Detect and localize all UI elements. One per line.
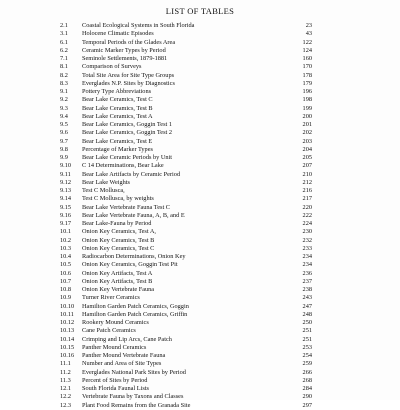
table-title: Bear Lake-Fauna by Period: [82, 220, 152, 227]
table-title: Bear Lake Ceramics, Test C: [82, 96, 153, 104]
table-number: 10.14: [60, 335, 75, 343]
page-number: 254: [302, 352, 312, 359]
list-item: [0, 146, 400, 154]
table-title: Bear Lake Ceramics, Goggin Test 1: [82, 121, 173, 128]
table-number: 10.15: [60, 343, 75, 351]
list-item: [0, 270, 400, 278]
list-item: [0, 212, 400, 220]
table-number: 10.13: [60, 327, 75, 335]
page-number: 224: [302, 220, 312, 227]
list-item: [0, 385, 400, 393]
table-title: Test C Mollusca,: [82, 187, 125, 194]
list-item: [0, 138, 400, 146]
table-number: 9.17: [60, 220, 72, 227]
list-item: [0, 129, 400, 137]
table-number: 11.3: [60, 376, 71, 384]
page-number: 268: [302, 376, 312, 384]
table-number: 9.11: [60, 170, 71, 178]
table-number: 9.12: [60, 178, 72, 186]
page-number: 238: [302, 286, 312, 293]
page-number: 234: [302, 253, 312, 260]
table-number: 9.16: [60, 211, 72, 219]
table-number: 9.2: [60, 96, 68, 104]
table-number: 9.5: [60, 121, 68, 128]
page-number: 170: [302, 63, 312, 71]
list-item: [0, 105, 400, 113]
table-number: 10.4: [60, 253, 72, 260]
table-number: 10.3: [60, 244, 72, 252]
list-item: [0, 63, 400, 71]
table-title: Percent of Sites by Period: [82, 376, 148, 384]
table-title: Comparison of Surveys: [82, 63, 142, 71]
page-number: 233: [302, 244, 312, 252]
list-item: [0, 369, 400, 377]
page-number: 216: [302, 187, 312, 194]
page-number: 201: [302, 121, 312, 128]
table-title: Bear Lake Weights: [82, 178, 130, 186]
table-number: 10.11: [60, 310, 74, 318]
page-number: 23: [305, 22, 312, 29]
page-number: 247: [302, 302, 312, 310]
list-item: [0, 360, 400, 368]
list-item: [0, 80, 400, 88]
page-number: 210: [302, 170, 312, 178]
table-title: Bear Lake Vertebrate Fauna, A, B, and E: [82, 211, 185, 219]
table-title: Onion Key Ceramics, Test B: [82, 236, 155, 244]
table-number: 9.4: [60, 112, 68, 120]
page-number: 290: [302, 393, 312, 401]
table-number: 10.7: [60, 277, 72, 285]
list-item: [0, 154, 400, 162]
page-number: 297: [302, 401, 312, 409]
list-item: [0, 187, 400, 195]
page-number: 237: [302, 277, 312, 285]
table-title: Crimping and Lip Arcs, Cane Patch: [82, 335, 172, 343]
list-item: [0, 179, 400, 187]
table-number: 9.14: [60, 195, 72, 203]
table-title: Hamilton Garden Patch Ceramics, Goggin: [82, 302, 189, 310]
list-item: [0, 47, 400, 55]
list-item: [0, 30, 400, 38]
table-number: 8.3: [60, 79, 68, 87]
page-number: 124: [302, 46, 312, 54]
page-number: 198: [302, 96, 312, 104]
table-title: South Florida Faunal Lists: [82, 385, 149, 392]
table-list: [0, 22, 400, 410]
table-number: 11.1: [60, 360, 71, 368]
table-title: Temporal Periods of the Glades Area: [82, 38, 176, 46]
page-number: 222: [302, 211, 312, 219]
list-item: [0, 303, 400, 311]
page-number: 202: [302, 129, 312, 137]
list-item: [0, 327, 400, 335]
page-number: 43: [305, 30, 312, 38]
table-number: 10.9: [60, 294, 72, 302]
list-item: [0, 96, 400, 104]
list-item: [0, 55, 400, 63]
table-number: 10.5: [60, 261, 72, 269]
table-number: 3.1: [60, 30, 68, 38]
page-number: 232: [302, 236, 312, 244]
table-number: 11.2: [60, 368, 71, 376]
page-number: 212: [302, 178, 312, 186]
page-number: 251: [302, 335, 312, 343]
list-item: [0, 253, 400, 261]
table-title: Bear Lake Ceramic Periods by Unit: [82, 154, 173, 161]
page-number: 200: [302, 112, 312, 120]
table-title: Everglades National Park Sites by Period: [82, 368, 186, 376]
table-number: 12.3: [60, 401, 72, 409]
list-item: [0, 228, 400, 236]
list-item: [0, 113, 400, 121]
list-item: [0, 195, 400, 203]
table-title: Turner River Ceramics: [82, 294, 140, 302]
page-number: 248: [302, 310, 312, 318]
table-number: 10.12: [60, 319, 75, 326]
list-item: [0, 204, 400, 212]
page-number: 217: [302, 195, 312, 203]
table-title: Bear Lake Artifacts by Ceramic Period: [82, 170, 181, 178]
table-number: 8.2: [60, 71, 68, 79]
list-item: [0, 220, 400, 228]
table-title: Ceramic Marker Types by Period: [82, 46, 166, 54]
table-title: Vertebrate Fauna by Taxons and Classes: [82, 393, 184, 401]
table-title: Radiocarbon Determinations, Onion Key: [82, 253, 186, 260]
list-item: [0, 286, 400, 294]
list-item: [0, 162, 400, 170]
page-number: 250: [302, 319, 312, 326]
table-title: C 14 Determinations, Bear Lake: [82, 162, 164, 170]
page-number: 266: [302, 368, 312, 376]
list-item: [0, 278, 400, 286]
list-item: [0, 121, 400, 129]
table-title: Panther Mound Ceramics: [82, 343, 147, 351]
table-title: Bear Lake Ceramics, Test E: [82, 137, 153, 145]
list-item: [0, 344, 400, 352]
page-number: 196: [302, 88, 312, 95]
table-title: Percentage of Marker Types: [82, 145, 153, 153]
list-item: [0, 352, 400, 360]
table-title: Plant Food Remains from the Granada Site: [82, 401, 191, 409]
page-number: 160: [302, 55, 312, 62]
list-item: [0, 294, 400, 302]
page-number: 253: [302, 343, 312, 351]
page-number: 199: [302, 104, 312, 112]
table-number: 12.1: [60, 385, 72, 392]
table-number: 8.1: [60, 63, 68, 71]
table-title: Bear Lake Ceramics, Test B: [82, 104, 153, 112]
list-item: [0, 311, 400, 319]
table-title: Onion Key Artifacts, Test B: [82, 277, 153, 285]
page-number: 207: [302, 162, 312, 170]
table-number: 9.8: [60, 145, 68, 153]
table-title: Onion Key Vertebrate Fauna: [82, 286, 155, 293]
table-number: 10.8: [60, 286, 72, 293]
table-number: 9.10: [60, 162, 72, 170]
table-title: Seminole Settlements, 1879-1881: [82, 55, 168, 62]
list-item: [0, 72, 400, 80]
table-number: 10.1: [60, 228, 72, 236]
table-number: 12.2: [60, 393, 72, 401]
table-title: Bear Lake Ceramics, Goggin Test 2: [82, 129, 173, 137]
table-title: Onion Key Ceramics, Test C: [82, 244, 155, 252]
page-number: 205: [302, 154, 312, 161]
page-number: 230: [302, 228, 312, 236]
table-title: Bear Lake Ceramics, Test A: [82, 112, 153, 120]
table-number: 9.3: [60, 104, 68, 112]
list-item: [0, 402, 400, 410]
list-item: [0, 88, 400, 96]
list-item: [0, 261, 400, 269]
table-number: 9.1: [60, 88, 68, 95]
table-number: 10.16: [60, 352, 75, 359]
list-item: [0, 319, 400, 327]
page-number: 204: [302, 145, 312, 153]
table-number: 9.15: [60, 203, 72, 211]
page-number: 122: [302, 38, 312, 46]
table-title: Onion Key Ceramics, Goggin Test Pit: [82, 261, 178, 269]
list-item: [0, 336, 400, 344]
list-item: [0, 377, 400, 385]
page-number: 251: [302, 327, 312, 335]
table-number: 10.10: [60, 302, 75, 310]
list-item: [0, 22, 400, 30]
list-item: [0, 245, 400, 253]
page-number: 259: [302, 360, 312, 368]
page-number: 179: [302, 79, 312, 87]
table-title: Coastal Ecological Systems in South Florida: [82, 22, 195, 29]
page-number: 220: [302, 203, 312, 211]
table-title: Holocene Climatic Episodes: [82, 30, 154, 38]
page-number: 178: [302, 71, 312, 79]
table-number: 2.1: [60, 22, 68, 29]
table-title: Cane Patch Ceramics: [82, 327, 136, 335]
table-title: Hamilton Garden Patch Ceramics, Griffin: [82, 310, 188, 318]
table-title: Onion Key Ceramics, Test A,: [82, 228, 156, 236]
table-title: Test C Mollusca, by weights: [82, 195, 154, 203]
table-number: 6.1: [60, 38, 68, 46]
table-number: 9.9: [60, 154, 68, 161]
table-number: 7.1: [60, 55, 68, 62]
page-number: 243: [302, 294, 312, 302]
page-title: LIST OF TABLES: [165, 6, 235, 16]
table-title: Onion Key Artifacts, Test A: [82, 269, 153, 277]
table-number: 9.7: [60, 137, 68, 145]
table-title: Number and Area of Site Types: [82, 360, 162, 368]
list-item: [0, 39, 400, 47]
table-number: 9.6: [60, 129, 68, 137]
page-number: 203: [302, 137, 312, 145]
table-number: 10.6: [60, 269, 72, 277]
page-number: 236: [302, 269, 312, 277]
table-title: Panther Mound Vertebrate Fauna: [82, 352, 166, 359]
list-item: [0, 393, 400, 401]
list-item: [0, 171, 400, 179]
page-number: 234: [302, 261, 312, 269]
table-number: 9.13: [60, 187, 72, 194]
table-title: Rookery Mound Ceramics: [82, 319, 149, 326]
table-title: Total Site Area for Site Type Groups: [82, 71, 175, 79]
list-item: [0, 237, 400, 245]
table-number: 6.2: [60, 46, 68, 54]
table-title: Pottery Type Abbreviations: [82, 88, 152, 95]
table-number: 10.2: [60, 236, 72, 244]
table-title: Bear Lake Vertebrate Fauna Test C: [82, 203, 170, 211]
page-number: 284: [302, 385, 312, 392]
table-title: Everglades N.P. Sites by Diagnostics: [82, 79, 175, 87]
